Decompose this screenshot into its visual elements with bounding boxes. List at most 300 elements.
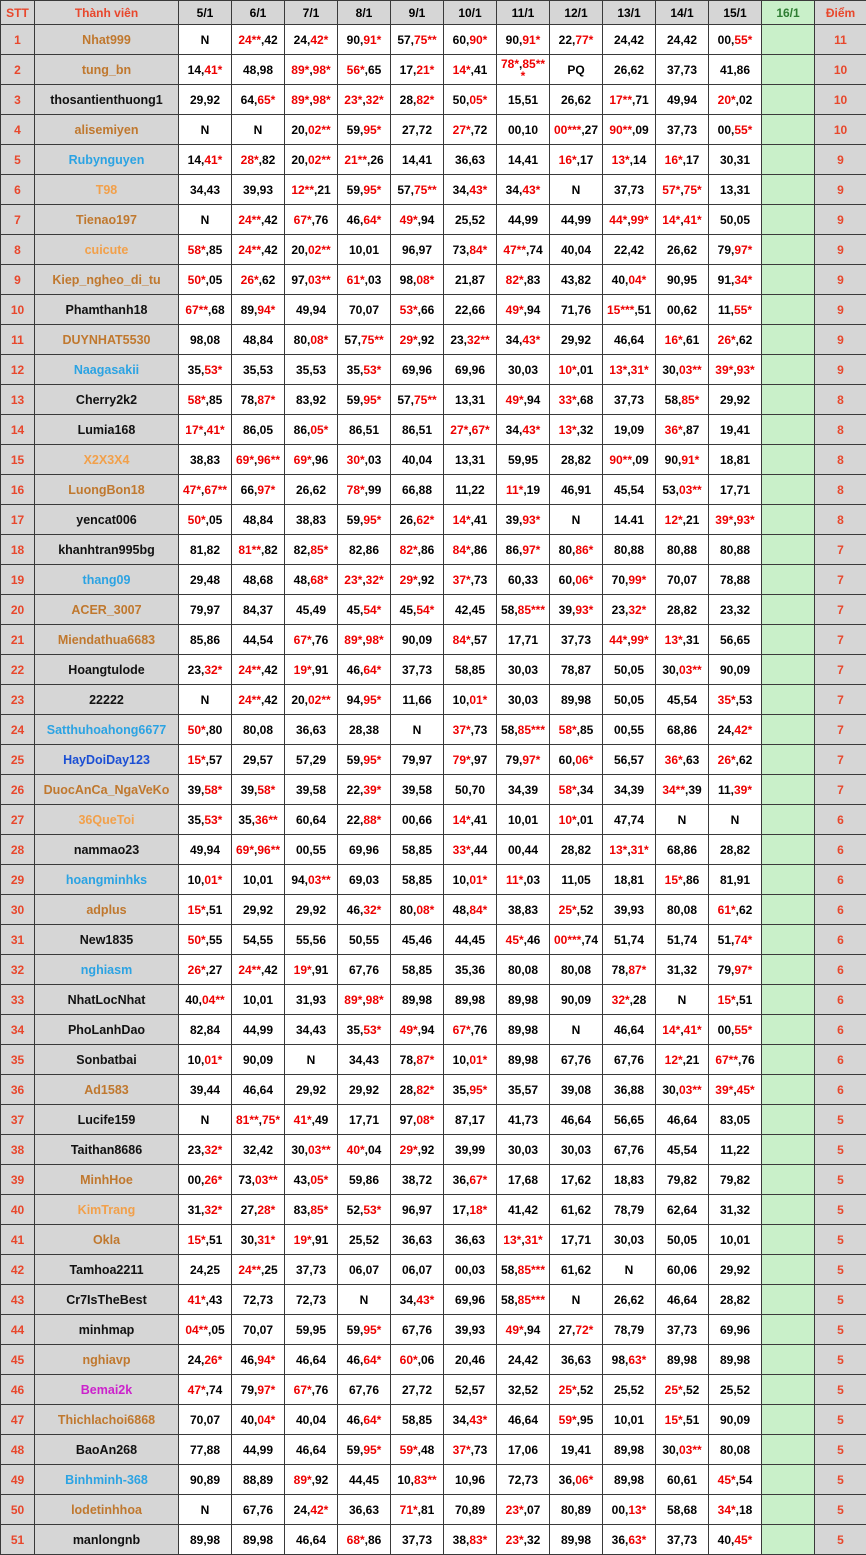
points-cell: 7	[815, 655, 866, 685]
score-cell	[338, 205, 391, 235]
score-cell	[285, 355, 338, 385]
plain-digits: 39,	[240, 782, 258, 797]
table-row	[1, 55, 866, 85]
plain-digits: 28,38	[348, 722, 380, 737]
plain-digits: 27,	[558, 1322, 576, 1337]
table-row	[1, 1015, 866, 1045]
score-cell	[232, 115, 285, 145]
score-cell	[179, 1165, 232, 1195]
highlighted-digits: 45*	[717, 1472, 736, 1487]
plain-digits: 66,88	[401, 482, 433, 497]
row-number: 2	[1, 55, 35, 85]
highlighted-digits: 02**	[308, 122, 331, 137]
table-row	[1, 115, 866, 145]
score-cell	[232, 835, 285, 865]
highlighted-digits: 58*	[558, 782, 577, 797]
table-row	[1, 1195, 866, 1225]
score-cell	[709, 505, 762, 535]
plain-digits: ,63	[682, 752, 700, 767]
plain-digits: ,	[468, 422, 472, 437]
plain-digits: 72,73	[242, 1292, 274, 1307]
score-cell	[656, 1105, 709, 1135]
empty-day-cell	[762, 1315, 815, 1345]
plain-digits: 10,01	[719, 1232, 751, 1247]
plain-digits: ,76	[311, 632, 329, 647]
header-points: Điểm	[815, 1, 866, 25]
table-row	[1, 1045, 866, 1075]
plain-digits: 49,94	[189, 842, 221, 857]
score-cell	[603, 985, 656, 1015]
score-cell	[550, 85, 603, 115]
score-cell	[444, 415, 497, 445]
score-cell	[603, 1285, 656, 1315]
plain-digits: 00,55	[613, 722, 645, 737]
plain-digits: 50,05	[613, 692, 645, 707]
table-row	[1, 1465, 866, 1495]
plain-digits: 96,97	[401, 1202, 433, 1217]
highlighted-digits: 63*	[628, 1532, 647, 1547]
plain-digits: ,09	[632, 452, 649, 467]
member-name: Cr7IsTheBest	[35, 1285, 179, 1315]
points-cell: 6	[815, 1015, 866, 1045]
score-cell	[497, 1285, 550, 1315]
score-cell	[709, 1435, 762, 1465]
plain-digits: ,31	[682, 632, 700, 647]
member-name: Sonbatbai	[35, 1045, 179, 1075]
score-cell	[338, 565, 391, 595]
score-cell	[444, 625, 497, 655]
plain-digits: 36,63	[401, 1232, 433, 1247]
plain-digits: 79,82	[719, 1172, 751, 1187]
plain-digits: 29,48	[189, 572, 221, 587]
highlighted-digits: 02**	[308, 152, 331, 167]
highlighted-digits: 57*	[662, 182, 681, 197]
score-cell	[497, 145, 550, 175]
score-cell	[497, 655, 550, 685]
points-cell: 9	[815, 325, 866, 355]
score-cell	[391, 1375, 444, 1405]
highlighted-digits: 34**	[662, 782, 685, 797]
score-cell	[232, 55, 285, 85]
highlighted-digits: 33*	[558, 392, 577, 407]
header-day: 14/1	[656, 1, 709, 25]
score-cell	[656, 955, 709, 985]
highlighted-digits: 49*	[505, 1322, 524, 1337]
plain-digits: N	[200, 212, 210, 227]
plain-digits: ,82	[258, 152, 276, 167]
plain-digits: 17,71	[348, 1112, 380, 1127]
plain-digits: 37,73	[560, 632, 592, 647]
score-cell	[179, 385, 232, 415]
score-cell	[179, 1105, 232, 1135]
highlighted-digits: 13*	[558, 422, 577, 437]
score-cell	[232, 865, 285, 895]
plain-digits: ,	[362, 632, 366, 647]
plain-digits: 89,98	[189, 1532, 221, 1547]
plain-digits: 34,39	[613, 782, 645, 797]
table-row	[1, 805, 866, 835]
highlighted-digits: 93*	[522, 512, 541, 527]
plain-digits: 43,82	[560, 272, 592, 287]
score-cell	[444, 745, 497, 775]
plain-digits: 69,96	[454, 362, 486, 377]
plain-digits: 30,	[662, 1442, 679, 1457]
score-cell	[709, 1525, 762, 1555]
plain-digits: 58,85	[454, 662, 486, 677]
highlighted-digits: 87*	[416, 1052, 435, 1067]
table-row	[1, 175, 866, 205]
plain-digits: 79,97	[401, 752, 433, 767]
plain-digits: 84,37	[242, 602, 274, 617]
table-row	[1, 565, 866, 595]
score-cell	[391, 355, 444, 385]
score-cell	[285, 805, 338, 835]
score-cell	[497, 1465, 550, 1495]
score-cell	[285, 475, 338, 505]
row-number: 49	[1, 1465, 35, 1495]
plain-digits: 10,01	[242, 992, 274, 1007]
row-number: 19	[1, 565, 35, 595]
score-cell	[656, 145, 709, 175]
highlighted-digits: 41*	[683, 212, 702, 227]
points-cell: 6	[815, 925, 866, 955]
score-cell	[444, 325, 497, 355]
score-cell	[338, 1165, 391, 1195]
plain-digits: 26,62	[666, 242, 698, 257]
plain-digits: 89,98	[719, 1352, 751, 1367]
score-cell	[497, 625, 550, 655]
score-cell	[656, 625, 709, 655]
empty-day-cell	[762, 715, 815, 745]
plain-digits: 89,	[240, 302, 258, 317]
points-cell: 5	[815, 1105, 866, 1135]
score-cell	[550, 1315, 603, 1345]
empty-day-cell	[762, 1495, 815, 1525]
plain-digits: 70,07	[189, 1412, 221, 1427]
score-cell	[285, 565, 338, 595]
score-cell	[656, 1405, 709, 1435]
highlighted-digits: 53*	[363, 1022, 382, 1037]
score-cell	[709, 925, 762, 955]
table-row	[1, 475, 866, 505]
score-cell	[497, 685, 550, 715]
score-cell	[338, 415, 391, 445]
highlighted-digits: 67*	[469, 1172, 488, 1187]
score-cell	[179, 505, 232, 535]
plain-digits: 86,51	[348, 422, 380, 437]
highlighted-digits: 44*	[609, 212, 628, 227]
highlighted-digits: 53*	[204, 812, 223, 827]
points-cell: 5	[815, 1255, 866, 1285]
plain-digits: ,25	[261, 1262, 278, 1277]
plain-digits: ,62	[258, 272, 276, 287]
plain-digits: ,68	[208, 302, 225, 317]
highlighted-digits: 03**	[679, 1442, 702, 1457]
score-cell	[444, 145, 497, 175]
highlighted-digits: 23*	[344, 572, 363, 587]
score-cell	[550, 115, 603, 145]
score-cell	[603, 325, 656, 355]
plain-digits: 80,	[293, 332, 311, 347]
member-name: T98	[35, 175, 179, 205]
plain-digits: N	[677, 812, 687, 827]
highlighted-digits: 18*	[469, 1202, 488, 1217]
score-cell	[709, 565, 762, 595]
score-cell	[603, 145, 656, 175]
score-cell	[338, 1345, 391, 1375]
plain-digits: 60,33	[507, 572, 539, 587]
plain-digits: 46,91	[560, 482, 592, 497]
plain-digits: 80,08	[719, 1442, 751, 1457]
highlighted-digits: 59*	[399, 1442, 418, 1457]
empty-day-cell	[762, 115, 815, 145]
plain-digits: 38,72	[401, 1172, 433, 1187]
score-cell	[550, 775, 603, 805]
plain-digits: ,57	[470, 632, 488, 647]
empty-day-cell	[762, 625, 815, 655]
score-cell	[391, 715, 444, 745]
plain-digits: 24,42	[666, 32, 698, 47]
highlighted-digits: 43*	[522, 422, 541, 437]
highlighted-digits: 31*	[524, 1232, 543, 1247]
plain-digits: 58,	[664, 392, 682, 407]
score-cell	[391, 1165, 444, 1195]
plain-digits: 34,	[505, 182, 523, 197]
plain-digits: 46,64	[560, 1112, 592, 1127]
highlighted-digits: 84*	[469, 242, 488, 257]
plain-digits: 36,63	[454, 1232, 486, 1247]
score-cell	[656, 445, 709, 475]
score-cell	[179, 175, 232, 205]
plain-digits: 30,	[662, 1082, 679, 1097]
plain-digits: ,66	[417, 302, 435, 317]
member-name: Lucife159	[35, 1105, 179, 1135]
row-number: 38	[1, 1135, 35, 1165]
score-cell	[232, 1165, 285, 1195]
plain-digits: 89,98	[560, 1532, 592, 1547]
highlighted-digits: 64*	[363, 212, 382, 227]
plain-digits: ,	[521, 1232, 525, 1247]
plain-digits: ,05	[205, 272, 223, 287]
highlighted-digits: 29*	[399, 332, 418, 347]
highlighted-digits: 67*	[293, 212, 312, 227]
highlighted-digits: 27*	[452, 122, 471, 137]
score-cell	[603, 205, 656, 235]
row-number: 46	[1, 1375, 35, 1405]
score-cell	[232, 745, 285, 775]
score-cell	[232, 1045, 285, 1075]
table-row	[1, 985, 866, 1015]
highlighted-digits: 42*	[734, 722, 753, 737]
points-cell: 7	[815, 685, 866, 715]
score-cell	[338, 1525, 391, 1555]
score-cell	[550, 535, 603, 565]
score-cell	[179, 85, 232, 115]
plain-digits: 17,68	[507, 1172, 539, 1187]
points-cell: 6	[815, 835, 866, 865]
highlighted-digits: 64*	[363, 1412, 382, 1427]
plain-digits: 58,85	[401, 1412, 433, 1427]
score-cell	[550, 25, 603, 55]
score-cell	[338, 85, 391, 115]
highlighted-digits: 32*	[204, 1202, 223, 1217]
score-cell	[656, 925, 709, 955]
score-cell	[179, 355, 232, 385]
plain-digits: ,	[203, 422, 207, 437]
score-cell	[179, 265, 232, 295]
score-cell	[444, 565, 497, 595]
score-cell	[338, 805, 391, 835]
highlighted-digits: 53*	[363, 1202, 382, 1217]
highlighted-digits: 67*	[293, 1382, 312, 1397]
plain-digits: ,42	[261, 242, 278, 257]
score-cell	[338, 1015, 391, 1045]
plain-digits: 40,04	[401, 452, 433, 467]
score-cell	[232, 1375, 285, 1405]
plain-digits: 41,86	[719, 62, 751, 77]
score-cell	[709, 25, 762, 55]
plain-digits: 60,61	[666, 1472, 698, 1487]
highlighted-digits: 26*	[187, 962, 206, 977]
score-cell	[232, 955, 285, 985]
score-cell	[603, 85, 656, 115]
plain-digits: 30,31	[719, 152, 751, 167]
highlighted-digits: 24**	[238, 1262, 261, 1277]
empty-day-cell	[762, 325, 815, 355]
score-cell	[709, 985, 762, 1015]
highlighted-digits: 10*	[558, 362, 577, 377]
score-cell	[285, 85, 338, 115]
plain-digits: 27,72	[401, 122, 433, 137]
score-cell	[338, 475, 391, 505]
highlighted-digits: 67**	[185, 302, 208, 317]
score-cell	[550, 745, 603, 775]
member-name: NhatLocNhat	[35, 985, 179, 1015]
plain-digits: 59,86	[348, 1172, 380, 1187]
plain-digits: 40,	[611, 272, 629, 287]
plain-digits: 80,08	[666, 902, 698, 917]
plain-digits: ,52	[576, 1382, 594, 1397]
row-number: 1	[1, 25, 35, 55]
score-cell	[603, 715, 656, 745]
plain-digits: N	[253, 122, 263, 137]
score-cell	[497, 1105, 550, 1135]
plain-digits: 46,	[346, 212, 364, 227]
plain-digits: 61,62	[560, 1202, 592, 1217]
score-cell	[709, 1285, 762, 1315]
score-cell	[179, 1345, 232, 1375]
empty-day-cell	[762, 1435, 815, 1465]
score-cell	[285, 1285, 338, 1315]
score-cell	[285, 595, 338, 625]
highlighted-digits: 85*	[681, 392, 700, 407]
highlighted-digits: 14*	[452, 512, 471, 527]
plain-digits: 52,57	[454, 1382, 486, 1397]
score-cell	[285, 115, 338, 145]
highlighted-digits: 85*	[310, 1202, 329, 1217]
plain-digits: 79,	[240, 1382, 258, 1397]
score-cell	[391, 745, 444, 775]
score-cell	[391, 1285, 444, 1315]
score-cell	[550, 445, 603, 475]
score-cell	[391, 655, 444, 685]
plain-digits: 20,	[291, 152, 308, 167]
score-cell	[179, 745, 232, 775]
highlighted-digits: 87*	[628, 962, 647, 977]
score-cell	[285, 1105, 338, 1135]
highlighted-digits: 71*	[399, 1502, 418, 1517]
plain-digits: 46,64	[242, 1082, 274, 1097]
plain-digits: 24,	[293, 32, 311, 47]
highlighted-digits: 85***	[517, 722, 546, 737]
row-number: 39	[1, 1165, 35, 1195]
score-cell	[656, 1045, 709, 1075]
score-cell	[497, 805, 550, 835]
highlighted-digits: 45*	[505, 932, 524, 947]
highlighted-digits: 03**	[308, 1142, 331, 1157]
highlighted-digits: 93*	[575, 602, 594, 617]
header-day: 8/1	[338, 1, 391, 25]
table-row	[1, 865, 866, 895]
plain-digits: 23,	[611, 602, 629, 617]
plain-digits: ,19	[523, 482, 541, 497]
points-cell: 5	[815, 1405, 866, 1435]
highlighted-digits: 45*	[734, 1532, 753, 1547]
highlighted-digits: 28*	[257, 1202, 276, 1217]
plain-digits: 18,83	[613, 1172, 645, 1187]
member-name: KimTrang	[35, 1195, 179, 1225]
score-cell	[338, 625, 391, 655]
member-name: Satthuhoahong6677	[35, 715, 179, 745]
score-cell	[550, 1405, 603, 1435]
plain-digits: 10,01	[507, 812, 539, 827]
row-number: 20	[1, 595, 35, 625]
member-name: Kiep_ngheo_di_tu	[35, 265, 179, 295]
plain-digits: 14,	[187, 62, 205, 77]
row-number: 14	[1, 415, 35, 445]
plain-digits: 22,42	[613, 242, 645, 257]
plain-digits: 17,71	[507, 632, 539, 647]
plain-digits: 29,92	[189, 92, 221, 107]
highlighted-digits: 35*	[717, 692, 736, 707]
table-row	[1, 655, 866, 685]
plain-digits: 56,57	[613, 752, 645, 767]
points-cell: 7	[815, 715, 866, 745]
score-cell	[709, 1315, 762, 1345]
plain-digits: 35,	[346, 1022, 364, 1037]
score-cell	[338, 895, 391, 925]
row-number: 51	[1, 1525, 35, 1555]
score-cell	[656, 895, 709, 925]
highlighted-digits: 32*	[204, 1142, 223, 1157]
plain-digits: 46,	[346, 1412, 364, 1427]
plain-digits: 29,57	[242, 752, 274, 767]
highlighted-digits: 89*	[291, 62, 310, 77]
score-cell	[232, 175, 285, 205]
highlighted-digits: 11*	[505, 872, 524, 887]
plain-digits: 27,72	[401, 1382, 433, 1397]
empty-day-cell	[762, 1465, 815, 1495]
highlighted-digits: 91*	[522, 32, 541, 47]
points-cell: 5	[815, 1495, 866, 1525]
plain-digits: 53,	[662, 482, 679, 497]
score-cell	[550, 1045, 603, 1075]
plain-digits: 14,	[187, 152, 205, 167]
score-cell	[709, 55, 762, 85]
score-cell	[232, 1225, 285, 1255]
score-cell	[656, 1225, 709, 1255]
score-cell	[497, 1405, 550, 1435]
